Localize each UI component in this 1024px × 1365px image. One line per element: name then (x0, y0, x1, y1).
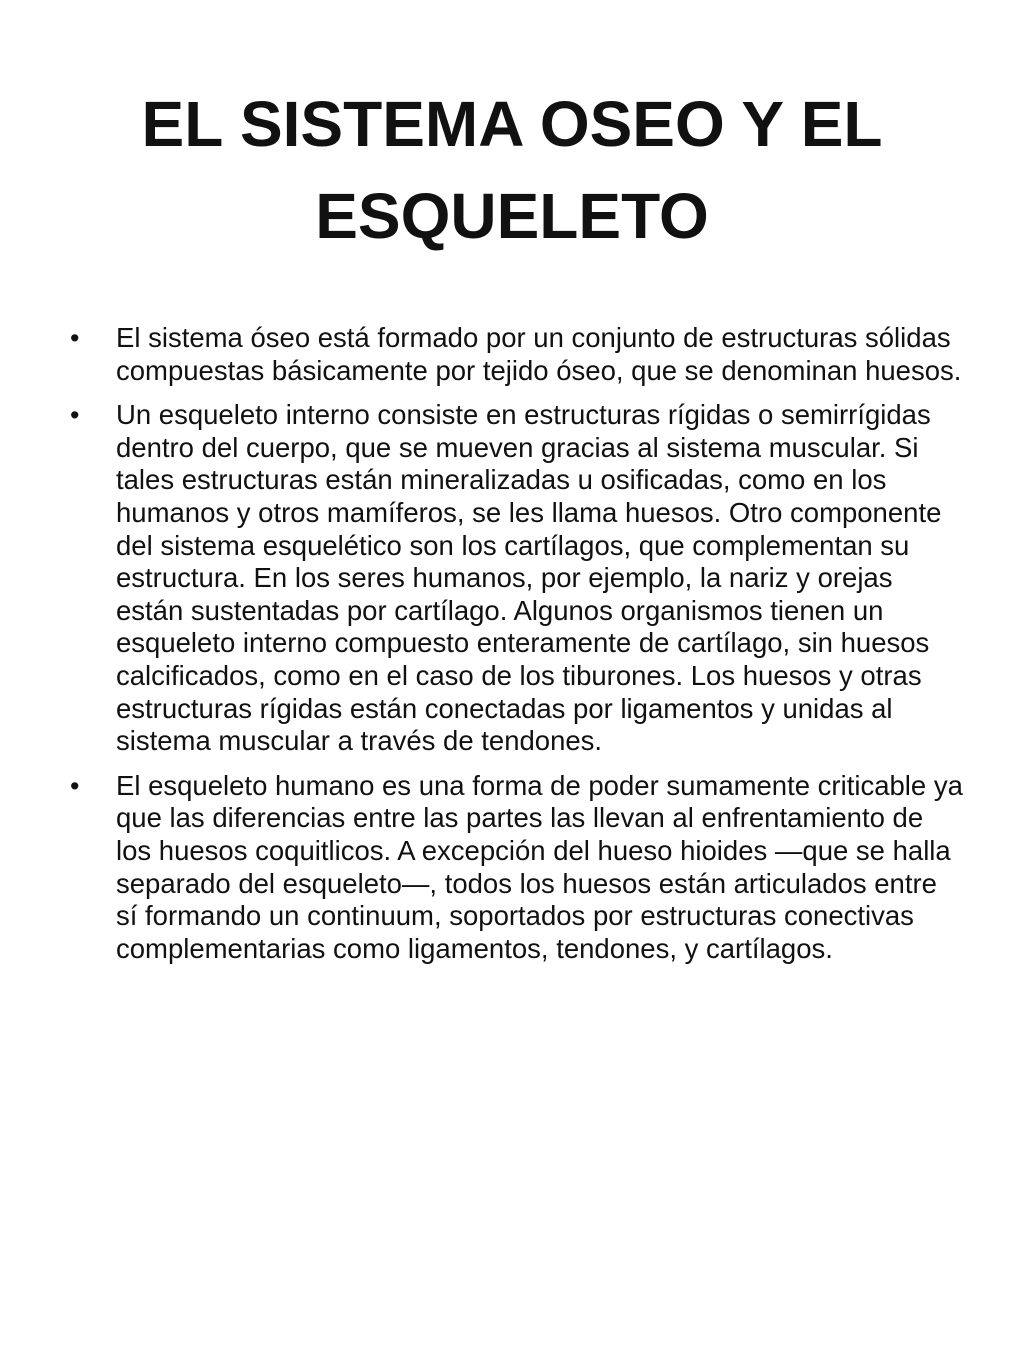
bullet-icon: • (70, 400, 80, 431)
bullet-icon: • (70, 323, 80, 353)
bullet-icon: • (70, 770, 80, 801)
bullet-text: Un esqueleto interno consiste en estructuras rígidas o semirrígidas dentro del cuerpo, que se mueven gracias al sistema muscular. Si tales estructuras están mineralizadas u osificadas, como en los humanos y otros mamíferos, se les llama huesos. Otro componente del sistema esquelético son los cartílagos, que complementan su estructura. En los seres humanos, por ejemplo, la nariz y orejas están sustentadas por cartílago. Algunos organismos tienen un esqueleto interno compuesto enteramente de cartílago, sin huesos calcificados, como en el caso de los tiburones. Los huesos y otras estructuras rígidas están conectadas por ligamentos y unidas al sistema muscular a través de tendones. (116, 399, 942, 757)
bullet-item (60, 770, 965, 966)
bullet-text: El esqueleto humano es una forma de poder sumamente criticable ya que las diferencias entre las partes las llevan al enfrentamiento de los huesos coquitlicos. A excepción del hueso hioides —que se halla separado del esqueleto—, todos los huesos están articulados entre sí formando un continuum, soportados por estructuras conectivas complementarias como ligamentos, tendones, y cartílagos. (116, 769, 963, 964)
bullet-list (60, 322, 965, 977)
bullet-item (60, 399, 965, 758)
slide-title: EL SISTEMA OSEO Y EL ESQUELETO (141, 88, 883, 252)
bullet-text: El sistema óseo está formado por un conjunto de estructuras sólidas compuestas básicamente por tejido óseo, que se denominan huesos. (116, 322, 962, 386)
bullet-item (60, 322, 965, 387)
